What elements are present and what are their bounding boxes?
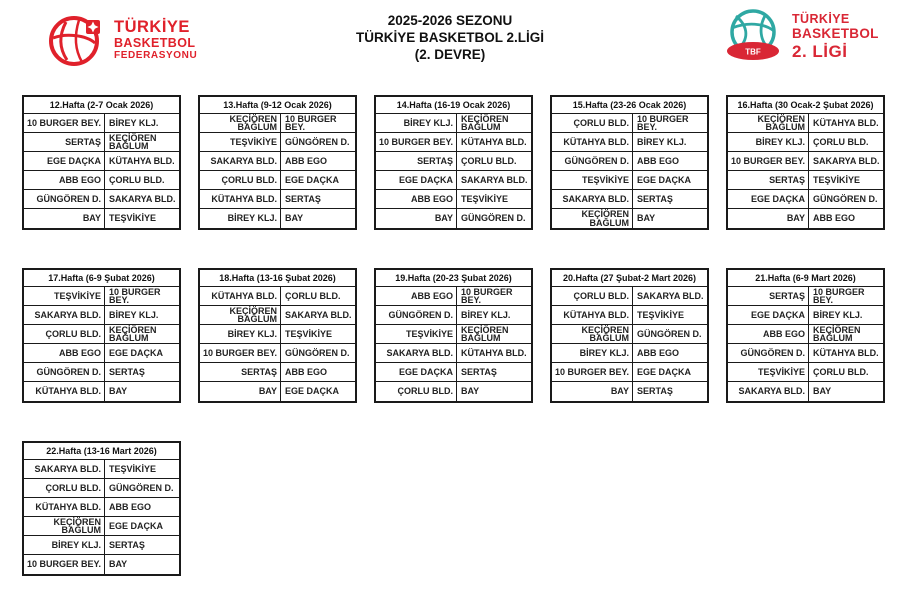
match-row	[24, 152, 179, 171]
away-team-cell: ÇORLU BLD.	[109, 174, 165, 185]
match-row	[200, 114, 355, 133]
away-team-cell: KÜTAHYA BLD.	[109, 155, 175, 166]
away-team-cell: SERTAŞ	[109, 366, 145, 377]
away-team-cell: GÜNGÖREN D.	[813, 193, 878, 204]
home-team-cell: SERTAŞ	[376, 152, 457, 170]
away-team-cell: TEŞVİKİYE	[461, 193, 509, 204]
match-row	[376, 363, 531, 382]
home-team-cell: 10 BURGER BEY.	[728, 152, 809, 170]
away-team-cell: ABB EGO	[285, 366, 328, 377]
week-table	[22, 441, 181, 576]
match-row	[552, 325, 707, 344]
away-team-cell: ÇORLU BLD.	[285, 290, 341, 301]
away-team-cell: 10 BURGER BEY.	[813, 287, 865, 305]
match-row	[728, 190, 883, 209]
week-header: 13.Hafta (9-12 Ocak 2026)	[200, 97, 355, 114]
away-team-cell: TEŞVİKİYE	[285, 328, 333, 339]
home-team-cell: SERTAŞ	[24, 133, 105, 151]
away-team-cell: 10 BURGER BEY.	[637, 114, 689, 132]
home-team-cell: ÇORLU BLD.	[552, 114, 633, 132]
league-logo-line3: 2. LİGİ	[792, 41, 848, 61]
home-team-cell: TEŞVİKİYE	[200, 133, 281, 151]
home-team-cell: KEÇİÖREN BAĞLUM	[552, 325, 633, 343]
home-team-cell: KEÇİÖREN BAĞLUM	[200, 114, 281, 132]
match-row	[552, 363, 707, 382]
away-team-cell: TEŞVİKİYE	[109, 463, 157, 474]
tbf-badge-label: TBF	[745, 47, 761, 57]
match-row	[200, 363, 355, 382]
away-team-cell: TEŞVİKİYE	[109, 213, 157, 224]
match-row	[552, 133, 707, 152]
home-team-cell: SAKARYA BLD.	[24, 306, 105, 324]
home-team-cell: TEŞVİKİYE	[552, 171, 633, 189]
week-header: 14.Hafta (16-19 Ocak 2026)	[376, 97, 531, 114]
match-row	[552, 171, 707, 190]
match-row	[376, 190, 531, 209]
away-team-cell: KEÇİÖREN BAĞLUM	[109, 133, 157, 151]
away-team-cell: BİREY KLJ.	[637, 136, 687, 147]
week-header: 16.Hafta (30 Ocak-2 Şubat 2026)	[728, 97, 883, 114]
away-team-cell: BAY	[461, 386, 480, 397]
week-table	[22, 95, 181, 230]
home-team-cell: BAY	[24, 209, 105, 228]
away-team-cell: BAY	[637, 213, 656, 224]
away-team-cell: BİREY KLJ.	[461, 309, 511, 320]
home-team-cell: TEŞVİKİYE	[24, 287, 105, 305]
week-table	[550, 95, 709, 230]
week-header: 21.Hafta (6-9 Mart 2026)	[728, 270, 883, 287]
match-row	[376, 171, 531, 190]
match-row	[728, 171, 883, 190]
home-team-cell: BİREY KLJ.	[376, 114, 457, 132]
match-row	[200, 344, 355, 363]
match-row	[200, 190, 355, 209]
match-row	[728, 363, 883, 382]
match-row	[24, 363, 179, 382]
match-row	[200, 325, 355, 344]
away-team-cell: KEÇİÖREN BAĞLUM	[461, 325, 509, 343]
match-row	[728, 209, 883, 228]
away-team-cell: EGE DAÇKA	[109, 520, 164, 531]
away-team-cell: BİREY KLJ.	[109, 309, 159, 320]
match-row	[728, 306, 883, 325]
match-row	[200, 209, 355, 228]
match-row	[552, 190, 707, 209]
home-team-cell: ÇORLU BLD.	[24, 325, 105, 343]
week-table	[198, 268, 357, 403]
away-team-cell: SAKARYA BLD.	[461, 174, 528, 185]
home-team-cell: ÇORLU BLD.	[376, 382, 457, 401]
home-team-cell: 10 BURGER BEY.	[376, 133, 457, 151]
home-team-cell: EGE DAÇKA	[376, 363, 457, 381]
match-row	[552, 344, 707, 363]
away-team-cell: GÜNGÖREN D.	[461, 213, 526, 224]
home-team-cell: KÜTAHYA BLD.	[24, 382, 105, 401]
match-row	[24, 133, 179, 152]
away-team-cell: 10 BURGER BEY.	[285, 114, 337, 132]
home-team-cell: EGE DAÇKA	[376, 171, 457, 189]
tbf-logo-line1: TÜRKİYE	[114, 18, 190, 36]
home-team-cell: SERTAŞ	[200, 363, 281, 381]
match-row	[24, 517, 179, 536]
match-row	[24, 287, 179, 306]
home-team-cell: KÜTAHYA BLD.	[552, 133, 633, 151]
away-team-cell: BAY	[813, 386, 832, 397]
match-row	[24, 382, 179, 401]
match-row	[728, 325, 883, 344]
title-league: TÜRKİYE BASKETBOL 2.LİGİ	[355, 30, 545, 45]
home-team-cell: SAKARYA BLD.	[728, 382, 809, 401]
match-row	[24, 171, 179, 190]
match-row	[552, 306, 707, 325]
match-row	[24, 209, 179, 228]
title-season: 2025-2026 SEZONU	[387, 13, 513, 28]
home-team-cell: BİREY KLJ.	[552, 344, 633, 362]
away-team-cell: SAKARYA BLD.	[109, 193, 176, 204]
home-team-cell: ABB EGO	[376, 190, 457, 208]
home-team-cell: BAY	[728, 209, 809, 228]
home-team-cell: KEÇİÖREN BAĞLUM	[200, 306, 281, 324]
home-team-cell: BAY	[200, 382, 281, 401]
league-logo-line2: BASKETBOL	[792, 26, 879, 41]
week-table	[22, 268, 181, 403]
match-row	[376, 382, 531, 401]
away-team-cell: ABB EGO	[637, 155, 680, 166]
week-header: 18.Hafta (13-16 Şubat 2026)	[200, 270, 355, 287]
away-team-cell: KÜTAHYA BLD.	[813, 117, 879, 128]
match-row	[24, 498, 179, 517]
match-row	[376, 152, 531, 171]
home-team-cell: BAY	[376, 209, 457, 228]
away-team-cell: SAKARYA BLD.	[637, 290, 704, 301]
away-team-cell: ÇORLU BLD.	[813, 366, 869, 377]
away-team-cell: SAKARYA BLD.	[285, 309, 352, 320]
tbf-logo-line3: FEDERASYONU	[114, 50, 198, 61]
away-team-cell: SERTAŞ	[637, 386, 673, 397]
away-team-cell: SERTAŞ	[109, 539, 145, 550]
home-team-cell: ABB EGO	[376, 287, 457, 305]
tbf-logo-line2: BASKETBOL	[114, 35, 196, 50]
home-team-cell: ÇORLU BLD.	[24, 479, 105, 497]
home-team-cell: KÜTAHYA BLD.	[200, 190, 281, 208]
away-team-cell: KEÇİÖREN BAĞLUM	[461, 114, 509, 132]
week-header: 17.Hafta (6-9 Şubat 2026)	[24, 270, 179, 287]
home-team-cell: BİREY KLJ.	[24, 536, 105, 554]
match-row	[376, 344, 531, 363]
home-team-cell: EGE DAÇKA	[728, 190, 809, 208]
week-header: 19.Hafta (20-23 Şubat 2026)	[376, 270, 531, 287]
match-row	[728, 152, 883, 171]
match-row	[200, 171, 355, 190]
home-team-cell: 10 BURGER BEY.	[24, 114, 105, 132]
home-team-cell: BAY	[552, 382, 633, 401]
away-team-cell: BAY	[285, 213, 304, 224]
home-team-cell: GÜNGÖREN D.	[24, 363, 105, 381]
week-table	[198, 95, 357, 230]
match-row	[200, 133, 355, 152]
match-row	[376, 133, 531, 152]
match-row	[24, 555, 179, 574]
week-table	[726, 95, 885, 230]
match-row	[376, 325, 531, 344]
home-team-cell: SAKARYA BLD.	[24, 460, 105, 478]
home-team-cell: GÜNGÖREN D.	[552, 152, 633, 170]
away-team-cell: 10 BURGER BEY.	[461, 287, 513, 305]
away-team-cell: KÜTAHYA BLD.	[461, 136, 527, 147]
home-team-cell: ABB EGO	[24, 171, 105, 189]
home-team-cell: KÜTAHYA BLD.	[552, 306, 633, 324]
week-table	[726, 268, 885, 403]
match-row	[552, 382, 707, 401]
match-row	[24, 325, 179, 344]
away-team-cell: TEŞVİKİYE	[637, 309, 685, 320]
away-team-cell: TEŞVİKİYE	[813, 174, 861, 185]
match-row	[200, 152, 355, 171]
home-team-cell: KEÇİÖREN BAĞLUM	[552, 209, 633, 228]
home-team-cell: BİREY KLJ.	[728, 133, 809, 151]
home-team-cell: ABB EGO	[728, 325, 809, 343]
home-team-cell: 10 BURGER BEY.	[200, 344, 281, 362]
home-team-cell: BİREY KLJ.	[200, 209, 281, 228]
away-team-cell: ÇORLU BLD.	[461, 155, 517, 166]
match-row	[728, 133, 883, 152]
home-team-cell: ÇORLU BLD.	[200, 171, 281, 189]
home-team-cell: SERTAŞ	[728, 171, 809, 189]
title-round: (2. DEVRE)	[414, 47, 486, 62]
match-row	[376, 306, 531, 325]
match-row	[24, 460, 179, 479]
away-team-cell: KÜTAHYA BLD.	[461, 347, 527, 358]
away-team-cell: BİREY KLJ.	[813, 309, 863, 320]
away-team-cell: ABB EGO	[285, 155, 328, 166]
home-team-cell: SAKARYA BLD.	[552, 190, 633, 208]
away-team-cell: KEÇİÖREN BAĞLUM	[813, 325, 861, 343]
week-header: 15.Hafta (23-26 Ocak 2026)	[552, 97, 707, 114]
away-team-cell: EGE DAÇKA	[285, 174, 340, 185]
home-team-cell: 10 BURGER BEY.	[552, 363, 633, 381]
away-team-cell: GÜNGÖREN D.	[285, 136, 350, 147]
away-team-cell: EGE DAÇKA	[637, 174, 692, 185]
home-team-cell: GÜNGÖREN D.	[728, 344, 809, 362]
away-team-cell: SAKARYA BLD.	[813, 155, 880, 166]
away-team-cell: ABB EGO	[109, 501, 152, 512]
match-row	[552, 209, 707, 228]
week-header: 20.Hafta (27 Şubat-2 Mart 2026)	[552, 270, 707, 287]
match-row	[552, 287, 707, 306]
match-row	[376, 287, 531, 306]
match-row	[24, 114, 179, 133]
match-row	[200, 287, 355, 306]
home-team-cell: GÜNGÖREN D.	[24, 190, 105, 208]
home-team-cell: SAKARYA BLD.	[376, 344, 457, 362]
home-team-cell: KÜTAHYA BLD.	[24, 498, 105, 516]
away-team-cell: BAY	[109, 386, 128, 397]
away-team-cell: GÜNGÖREN D.	[285, 347, 350, 358]
match-row	[728, 344, 883, 363]
away-team-cell: GÜNGÖREN D.	[109, 482, 174, 493]
match-row	[376, 209, 531, 228]
away-team-cell: EGE DAÇKA	[285, 386, 340, 397]
home-team-cell: ÇORLU BLD.	[552, 287, 633, 305]
home-team-cell: GÜNGÖREN D.	[376, 306, 457, 324]
match-row	[728, 382, 883, 401]
home-team-cell: SERTAŞ	[728, 287, 809, 305]
match-row	[728, 114, 883, 133]
match-row	[24, 536, 179, 555]
away-team-cell: ÇORLU BLD.	[813, 136, 869, 147]
home-team-cell: 10 BURGER BEY.	[24, 555, 105, 574]
away-team-cell: KEÇİÖREN BAĞLUM	[109, 325, 157, 343]
home-team-cell: TEŞVİKİYE	[728, 363, 809, 381]
home-team-cell: ABB EGO	[24, 344, 105, 362]
away-team-cell: SERTAŞ	[637, 193, 673, 204]
match-row	[24, 479, 179, 498]
home-team-cell: EGE DAÇKA	[24, 152, 105, 170]
week-table	[374, 268, 533, 403]
away-team-cell: ABB EGO	[637, 347, 680, 358]
away-team-cell: SERTAŞ	[285, 193, 321, 204]
away-team-cell: KÜTAHYA BLD.	[813, 347, 879, 358]
match-row	[24, 306, 179, 325]
home-team-cell: KÜTAHYA BLD.	[200, 287, 281, 305]
home-team-cell: SAKARYA BLD.	[200, 152, 281, 170]
match-row	[552, 152, 707, 171]
match-row	[24, 190, 179, 209]
home-team-cell: TEŞVİKİYE	[376, 325, 457, 343]
home-team-cell: KEÇİÖREN BAĞLUM	[728, 114, 809, 132]
away-team-cell: GÜNGÖREN D.	[637, 328, 702, 339]
away-team-cell: 10 BURGER BEY.	[109, 287, 161, 305]
home-team-cell: BİREY KLJ.	[200, 325, 281, 343]
match-row	[728, 287, 883, 306]
away-team-cell: EGE DAÇKA	[637, 366, 692, 377]
away-team-cell: ABB EGO	[813, 213, 856, 224]
week-header: 22.Hafta (13-16 Mart 2026)	[24, 443, 179, 460]
home-team-cell: KEÇİÖREN BAĞLUM	[24, 517, 105, 535]
away-team-cell: EGE DAÇKA	[109, 347, 164, 358]
league-logo-line1: TÜRKİYE	[792, 11, 850, 26]
away-team-cell: BİREY KLJ.	[109, 117, 159, 128]
match-row	[24, 344, 179, 363]
home-team-cell: EGE DAÇKA	[728, 306, 809, 324]
match-row	[200, 306, 355, 325]
week-table	[374, 95, 533, 230]
week-table	[550, 268, 709, 403]
match-row	[552, 114, 707, 133]
away-team-cell: SERTAŞ	[461, 366, 497, 377]
match-row	[376, 114, 531, 133]
away-team-cell: BAY	[109, 559, 128, 570]
week-header: 12.Hafta (2-7 Ocak 2026)	[24, 97, 179, 114]
match-row	[200, 382, 355, 401]
